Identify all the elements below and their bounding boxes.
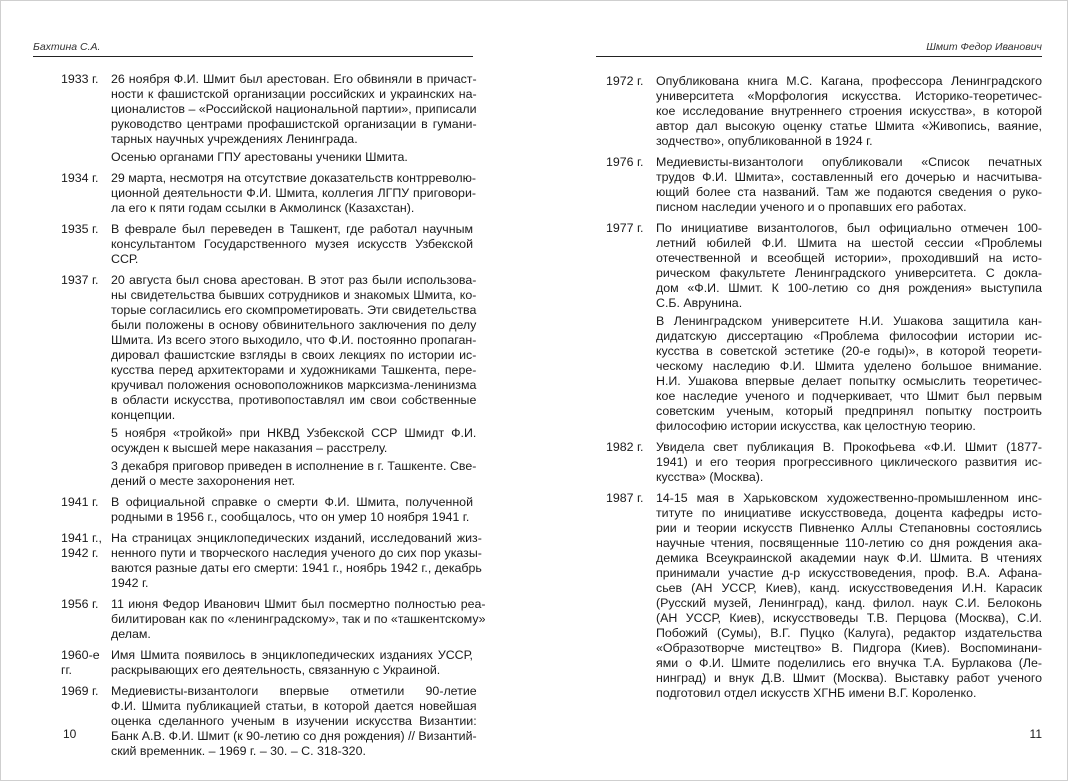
entry-text — [111, 72, 477, 168]
text-line: автор дал высокую оценку статье Шмита «Живопись, ваяние, — [656, 119, 1042, 133]
chronology-entry — [61, 222, 473, 270]
text-line: дом «Ф.И. Шмит. К 100-летию со дня рождения» выступила — [656, 281, 1042, 295]
text-line: С.Б. Аврунина. — [656, 296, 743, 310]
entry-year — [61, 222, 111, 270]
text-line: демика Всеукраинской академии наук Ф.И. Шмита. В чтениях — [656, 551, 1042, 565]
text-line: Банк А.В. Ф.И. Шмит (к 90-летию со дня рождения) // Византий- — [111, 729, 477, 743]
text-line: ями о Ф.И. Шмите поделились его внучка Т.А. Бурлакова (Ле- — [656, 656, 1042, 670]
text-line: были положены в основу обвинительного заключения по делу — [111, 318, 477, 332]
text-line: кое наследие ученого и подчеркивает, что Шмит был первым — [656, 389, 1042, 403]
year-label: гг. — [61, 663, 72, 677]
text-line: рическом факультете Ленинградского университета. С докла- — [656, 266, 1042, 280]
text-line: Н.И. Ушакова впервые делает попытку осмыслить теоретичес- — [656, 374, 1042, 388]
text-line: «Образотворче мистецтво» В. Пидгора (Киев). Воспоминани- — [656, 641, 1042, 655]
entry-paragraph — [111, 459, 476, 489]
entry-paragraph — [111, 531, 482, 591]
text-line: отечественной и всеобщей истории», проходивший на исто- — [656, 251, 1042, 265]
entry-paragraph — [111, 426, 476, 456]
text-line: сьев (АН УССР, Киев), канд. искусствоведения И.Н. Карасик — [656, 581, 1042, 595]
text-line: родными в 1956 г., сообщалось, что он умер 10 ноября 1941 г. — [111, 510, 470, 524]
text-line: научные чтения, посвященные 110-летию со дня рождения ака- — [656, 536, 1042, 550]
year-label: 1937 г. — [61, 273, 99, 287]
text-line: раскрывающих его деятельность, связанную с Украиной. — [111, 663, 441, 677]
entry-paragraph — [111, 597, 486, 642]
entry-paragraph — [111, 222, 473, 267]
chronology-entry — [61, 684, 477, 762]
text-line: кое исследование внутреннего строения искусства», в которой — [656, 104, 1042, 118]
text-line: ческому наследию Ф.И. Шмита уделено большое внимание. — [656, 359, 1042, 373]
entry-year — [61, 684, 111, 762]
entry-text — [656, 440, 1042, 488]
entry-paragraph — [111, 150, 477, 165]
text-line: Имя Шмита появилось в энциклопедических изданиях УССР, — [111, 648, 473, 662]
chronology-entry — [606, 155, 1042, 218]
text-line: дировал фашистские взгляды в своих лекциях по истории ис- — [111, 348, 477, 362]
entry-paragraph — [111, 273, 476, 423]
entry-paragraph — [656, 155, 1042, 215]
chronology-entry — [606, 221, 1042, 437]
text-line: ны свидетельства бывших сотрудников и знакомых Шмита, ко- — [111, 288, 477, 302]
entry-text — [111, 597, 486, 645]
text-line: летний юбилей Ф.И. Шмита на шестой сессии «Проблемы — [656, 236, 1042, 250]
entry-year — [61, 531, 111, 594]
text-line: На страницах энциклопедических изданий, исследований жиз- — [111, 531, 482, 545]
chronology-entry — [61, 171, 476, 219]
entry-year — [61, 648, 111, 681]
text-line: Осенью органами ГПУ арестованы ученики Шмита. — [111, 150, 408, 164]
text-line: 5 ноября «тройкой» при НКВД Узбекской ССР Шмидт Ф.И. — [111, 426, 477, 440]
entry-paragraph — [656, 221, 1042, 311]
year-label: 1969 г. — [61, 684, 99, 698]
entry-year — [61, 495, 111, 528]
text-line: в области искусства, противопоставлял им свои собственные — [111, 393, 477, 407]
chronology-entry — [606, 74, 1042, 152]
text-line: подготовил отдел искусств ХГНБ имени В.Г. Короленко. — [656, 686, 977, 700]
text-line: оценка сделанного ученым в изучении искусства Византии: — [111, 714, 477, 728]
year-label: 1941 г., — [61, 531, 102, 545]
entry-text — [111, 171, 476, 219]
text-line: ский временник. – 1969 г. – 30. – С. 318-320. — [111, 744, 366, 758]
entry-paragraph — [111, 72, 477, 147]
year-label: 1933 г. — [61, 72, 99, 86]
chronology-entry — [606, 491, 1042, 704]
text-line: билитирован как по «ленинградскому», так и по «ташкентскому» — [111, 612, 486, 626]
entry-paragraph — [656, 74, 1042, 149]
entry-year — [61, 273, 111, 492]
year-label: 1976 г. — [606, 155, 644, 169]
text-line: 26 ноября Ф.И. Шмит был арестован. Его обвиняли в причаст- — [111, 72, 477, 86]
entry-text — [656, 155, 1042, 218]
text-line: ционалистов – «Российской национальной партии», приписали — [111, 102, 477, 116]
entry-paragraph — [656, 491, 1042, 701]
text-line: осужден к высшей мере наказания – расстрелу. — [111, 441, 388, 455]
chronology-entry — [61, 597, 486, 645]
text-line: (АН УССР, Киев), искусствоведы Т.В. Перцова (Москва), С.И. — [656, 611, 1042, 625]
chronology-entry — [61, 72, 477, 168]
text-line: нинград) и внук Д.В. Шмит (Москва). Выставку работ ученого — [656, 671, 1042, 685]
entry-text — [656, 491, 1042, 704]
entry-text — [111, 531, 482, 594]
entry-paragraph — [656, 314, 1042, 434]
text-line: концепции. — [111, 408, 176, 422]
entry-year — [61, 171, 111, 219]
chronology-entry — [606, 440, 1042, 488]
text-line: титуте по инициативе искусствоведа, доцента кафедры исто- — [656, 506, 1042, 520]
entry-year — [606, 440, 656, 488]
text-line: Медиевисты-византологи опубликовали «Список печатных — [656, 155, 1042, 169]
text-line: философию истории искусства, как целостную теорию. — [656, 419, 976, 433]
text-line: кручивал положения основоположников марксизма-ленинизма — [111, 378, 477, 392]
entry-paragraph — [111, 171, 476, 216]
page-number: 11 — [1029, 727, 1042, 741]
running-head-title: Шмит Федор Иванович — [596, 41, 1042, 57]
text-line: Побожий (Сумы), В.Г. Пуцко (Калуга), редактор издательства — [656, 626, 1042, 640]
year-label: 1977 г. — [606, 221, 644, 235]
text-line: ла его к пяти годам ссылки в Акмолинск (Казахстан). — [111, 201, 415, 215]
text-line: 11 июня Федор Иванович Шмит был посмертно полностью реа- — [111, 597, 486, 611]
chronology-entry — [61, 495, 473, 528]
chronology-entry — [61, 531, 482, 594]
entry-text — [111, 273, 476, 492]
chronology-entries — [61, 72, 486, 765]
text-line: тарных научных учреждениях Ленинграда. — [111, 132, 358, 146]
text-line: ющий более ста названий. Там же подаются сведения о руко- — [656, 185, 1042, 199]
text-line: ваются разные даты его смерти: 1941 г., ноябрь 1942 г., декабрь — [111, 561, 482, 575]
text-line: 20 августа был снова арестован. В этот раз были использова- — [111, 273, 477, 287]
text-line: 1942 г. — [111, 576, 149, 590]
year-label: 1941 г. — [61, 495, 99, 509]
text-line: ности к фашистской организации российских и украинских на- — [111, 87, 477, 101]
entry-text — [111, 648, 473, 681]
text-line: В феврале был переведен в Ташкент, где работал научным — [111, 222, 473, 236]
entry-paragraph — [111, 495, 473, 525]
text-line: По инициативе византологов, был официально отмечен 100- — [656, 221, 1042, 235]
entry-text — [111, 222, 473, 270]
text-line: Медиевисты-византологи впервые отметили 90-летие — [111, 684, 477, 698]
text-line: зодчество», опубликованной в 1924 г. — [656, 134, 873, 148]
text-line: 14-15 мая в Харьковском художественно-промышленном инс- — [656, 491, 1042, 505]
year-label: 1987 г. — [606, 491, 644, 505]
text-line: консультантом Государственного музея искусств Узбекской — [111, 237, 473, 251]
year-label: 1972 г. — [606, 74, 644, 88]
text-line: делам. — [111, 627, 151, 641]
text-line: университета «Морфология искусства. Историко-теоретичес- — [656, 89, 1042, 103]
text-line: ненного пути и творческого наследия ученого до сих пор указы- — [111, 546, 482, 560]
entry-year — [61, 597, 111, 645]
text-line: ционной деятельности Ф.И. Шмита, коллегия ЛГПУ приговори- — [111, 186, 476, 200]
entry-year — [606, 155, 656, 218]
text-line: Увидела свет публикация В. Прокофьева «Ф.И. Шмит (1877- — [656, 440, 1042, 454]
entry-year — [606, 491, 656, 704]
year-label: 1956 г. — [61, 597, 99, 611]
year-label: 1935 г. — [61, 222, 99, 236]
text-line: дидатскую диссертацию «Проблема философии истории ис- — [656, 329, 1042, 343]
entry-paragraph — [111, 684, 477, 759]
text-line: принимали участие д-р искусствоведения, проф. В.А. Афана- — [656, 566, 1042, 580]
page-number: 10 — [63, 727, 77, 741]
text-line: рии и теории искусств Пивненко Аллы Степановны состоялись — [656, 521, 1042, 535]
entry-year — [606, 74, 656, 152]
text-line: В официальной справке о смерти Ф.И. Шмита, полученной — [111, 495, 473, 509]
text-line: кусства в советской эстетике (20-е годы)», в которой теорети- — [656, 344, 1042, 358]
text-line: (Русский музей, Ленинград), канд. филол. наук С.И. Белоконь — [656, 596, 1042, 610]
text-line: 1941) и его теория прогрессивного циклического развития ис- — [656, 455, 1042, 469]
entry-text — [111, 495, 473, 528]
entry-paragraph — [656, 440, 1042, 485]
text-line: писном наследии ученого и о пропавших его работах. — [656, 200, 967, 214]
text-line: В Ленинградском университете Н.И. Ушакова защитила кан- — [656, 314, 1042, 328]
entry-text — [111, 684, 477, 762]
entry-text — [656, 221, 1042, 437]
chronology-entries — [606, 74, 1042, 707]
text-line: ССР. — [111, 252, 139, 266]
text-line: Шмита. Из всего этого выходило, что Ф.И. постоянно пропаган- — [111, 333, 477, 347]
entry-paragraph — [111, 648, 473, 678]
text-line: 29 марта, несмотря на отсутствие доказательств контрреволю- — [111, 171, 476, 185]
text-line: Ф.И. Шмита публикацией статьи, в которой дается новейшая — [111, 699, 477, 713]
entry-year — [61, 72, 111, 168]
entry-year — [606, 221, 656, 437]
text-line: дений о месте захоронения нет. — [111, 474, 296, 488]
chronology-entry — [61, 273, 477, 492]
chronology-entry — [61, 648, 473, 681]
year-label: 1934 г. — [61, 171, 99, 185]
text-line: советским ученым, который предпринял попытку построить — [656, 404, 1042, 418]
text-line: кусства» (Москва). — [656, 470, 764, 484]
text-line: руководство центрами профашистской организации в гумани- — [111, 117, 477, 131]
year-label: 1982 г. — [606, 440, 644, 454]
year-label: 1960-е — [61, 648, 100, 662]
text-line: кусства перед архитекторами и художниками Ташкента, пере- — [111, 363, 477, 377]
text-line: Опубликована книга М.С. Кагана, профессора Ленинградского — [656, 74, 1042, 88]
year-label: 1942 г. — [61, 546, 99, 560]
text-line: трудов Ф.И. Шмита», составленный его дочерью и насчитыва- — [656, 170, 1042, 184]
entry-text — [656, 74, 1042, 152]
running-head-author: Бахтина С.А. — [33, 41, 473, 57]
text-line: 3 декабря приговор приведен в исполнение в г. Ташкенте. Све- — [111, 459, 477, 473]
text-line: торые согласились его скомпрометировать. Эти свидетельства — [111, 303, 477, 317]
right-page — [606, 1, 1042, 780]
left-page — [33, 1, 486, 780]
